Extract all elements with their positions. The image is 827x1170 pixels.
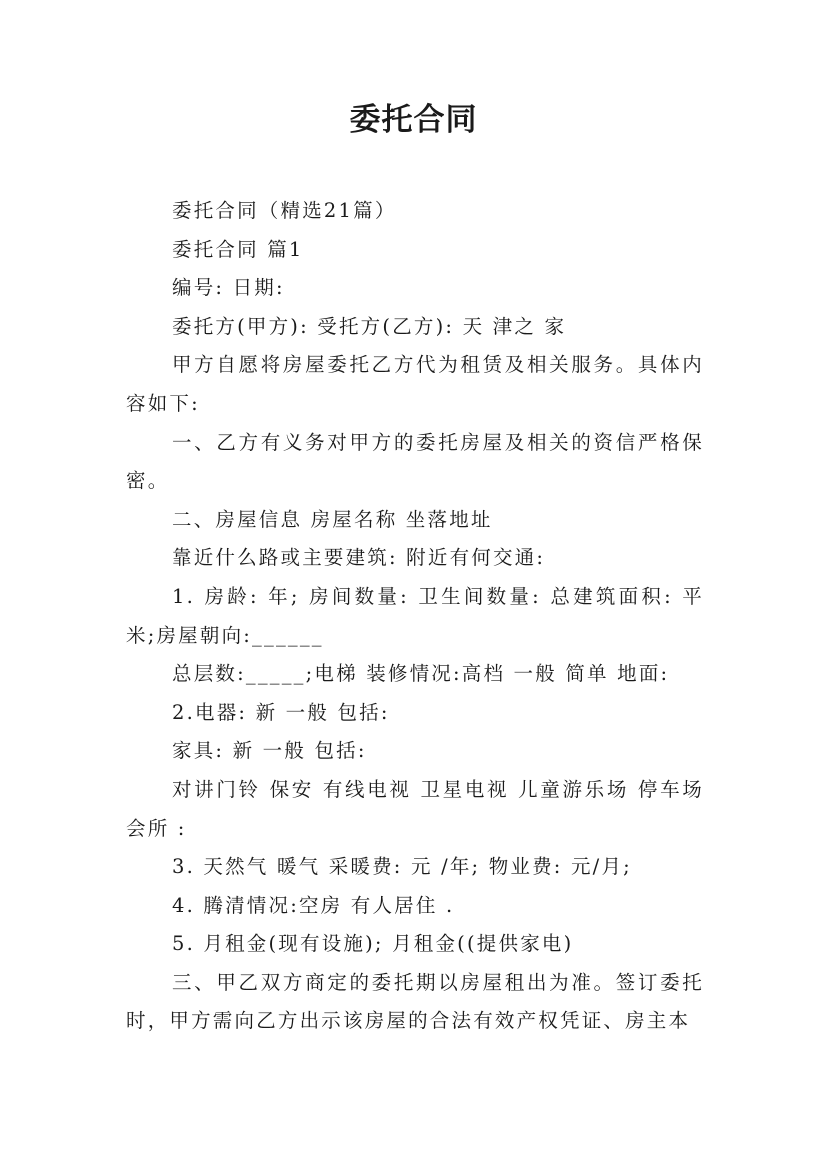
paragraph-section-heading: 委托合同 篇1 (172, 237, 304, 261)
paragraph-clause-3: 三、甲乙双方商定的委托期以房屋租出为准。签订委托时，甲方需向乙方出示该房屋的合法有效产权凭证、房主本 (126, 970, 704, 1033)
paragraph-facilities: 对讲门铃 保安 有线电视 卫星电视 儿童游乐场 停车场 会所 : (126, 777, 713, 840)
paragraph-intro: 甲方自愿将房屋委托乙方代为租赁及相关服务。具体内容如下: (126, 353, 704, 415)
paragraph-number-date: 编号: 日期: (172, 276, 285, 300)
paragraph-item-1: 1. 房龄: 年; 房间数量: 卫生间数量: 总建筑面积: 平米;房屋朝向:______ (126, 584, 704, 647)
paragraph-item-4: 4. 腾清情况:空房 有人居住 . (172, 893, 455, 917)
paragraph-clause-2: 二、房屋信息 房屋名称 坐落地址 (172, 507, 493, 531)
paragraph-parties: 委托方(甲方): 受托方(乙方): 天 津之 家 (172, 314, 567, 338)
paragraph-clause-1: 一、乙方有义务对甲方的委托房屋及相关的资信严格保密。 (126, 430, 704, 493)
document-body (126, 192, 713, 1041)
paragraph-collection-title: 委托合同（精选21篇） (172, 199, 397, 222)
document-title: 委托合同 (349, 102, 478, 138)
paragraph-floors: 总层数:_____;电梯 装修情况:高档 一般 简单 地面: (172, 662, 670, 686)
paragraph-location: 靠近什么路或主要建筑: 附近有何交通: (172, 546, 546, 570)
paragraph-item-2: 2.电器: 新 一般 包括: (172, 700, 390, 724)
paragraph-furniture: 家具: 新 一般 包括: (172, 739, 367, 763)
paragraph-item-3: 3. 天然气 暖气 采暖费: 元 /年; 物业费: 元/月; (172, 855, 632, 879)
paragraph-item-5: 5. 月租金(现有设施); 月租金((提供家电) (172, 932, 574, 956)
